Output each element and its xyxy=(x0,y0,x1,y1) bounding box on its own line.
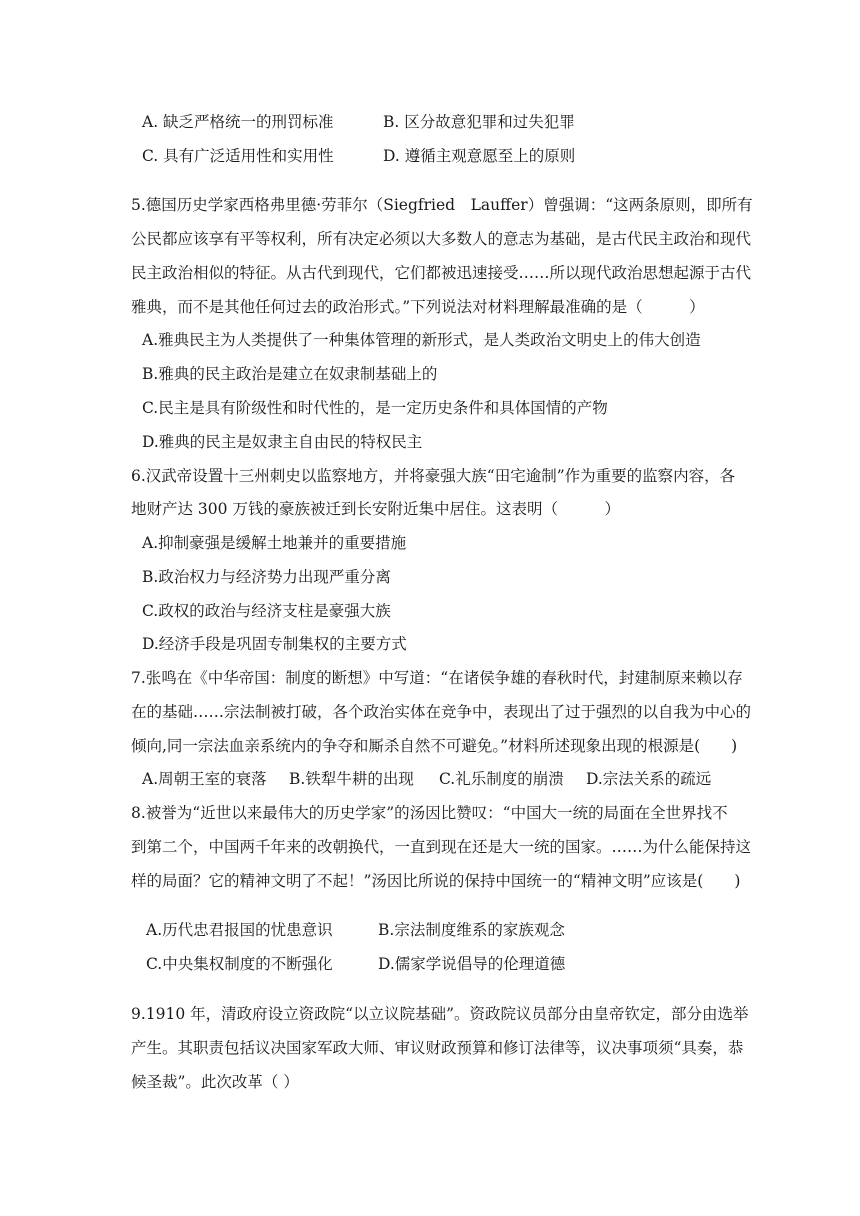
q7-stem-line-1: 7.张鸣在《中华帝国：制度的断想》中写道：“在诸侯争雄的春秋时代，封建制原来赖以存 xyxy=(131,669,743,687)
q4-option-c: C. 具有广泛适用性和实用性 xyxy=(142,147,334,165)
q7-stem-line-2: 在的基础……宗法制被打破，各个政治实体在竞争中，表现出了过于强烈的以自我为中心的 xyxy=(131,703,752,721)
q8-stem-line-1: 8.被誉为“近世以来最伟大的历史学家”的汤因比赞叹：“中国大一统的局面在全世界找不 xyxy=(131,804,728,822)
q7-option-c: C.礼乐制度的崩溃 xyxy=(439,770,564,788)
q5-option-d: D.雅典的民主是奴隶主自由民的特权民主 xyxy=(142,433,423,451)
q9-stem-line-1: 9.1910 年，清政府设立资政院“以立议院基础”。资政院议员部分由皇帝钦定，部分由选举 xyxy=(131,1005,749,1023)
q7-option-a: A.周朝王室的衰落 xyxy=(142,770,267,788)
q5-stem-line-4: 雅典，而不是其他任何过去的政治形式。”下列说法对材料理解最准确的是（ ） xyxy=(131,298,705,316)
q6-option-d: D.经济手段是巩固专制集权的主要方式 xyxy=(142,635,407,653)
q9-stem-line-3: 候圣裁”。此次改革（ ） xyxy=(131,1073,299,1091)
q8-option-a: A.历代忠君报国的忧患意识 xyxy=(146,921,333,939)
q5-option-a: A.雅典民主为人类提供了一种集体管理的新形式，是人类政治文明史上的伟大创造 xyxy=(142,331,701,349)
q7-stem-line-3: 倾向,同一宗法血亲系统内的争夺和厮杀自然不可避免。”材料所述现象出现的根源是( ) xyxy=(131,737,738,755)
q8-option-c: C.中央集权制度的不断强化 xyxy=(146,955,333,973)
q5-stem-line-3: 民主政治相似的特征。从古代到现代，它们都被迅速接受……所以现代政治思想起源于古代 xyxy=(131,264,752,282)
q7-option-d: D.宗法关系的疏远 xyxy=(586,770,712,788)
q4-option-d: D. 遵循主观意愿至上的原则 xyxy=(383,147,576,165)
q8-option-d: D.儒家学说倡导的伦理道德 xyxy=(378,955,566,973)
q8-option-b: B.宗法制度维系的家族观念 xyxy=(378,921,565,939)
q7-option-b: B.铁犁牛耕的出现 xyxy=(289,770,414,788)
q6-option-b: B.政治权力与经济势力出现严重分离 xyxy=(142,568,391,586)
q6-stem-line-1: 6.汉武帝设置十三州刺史以监察地方，并将豪强大族“田宅逾制”作为重要的监察内容，各 xyxy=(131,467,736,485)
q5-stem-line-2: 公民都应该享有平等权利，所有决定必须以大多数人的意志为基础，是古代民主政治和现代 xyxy=(131,230,752,248)
q6-stem-line-2: 地财产达 300 万钱的豪族被迁到长安附近集中居住。这表明（ ） xyxy=(131,500,620,518)
q5-stem-line-1: 5.德国历史学家西格弗里德·劳菲尔（Siegfried Lauffer）曾强调：“这两条原则，即所有 xyxy=(131,196,753,214)
q4-option-a: A. 缺乏严格统一的刑罚标准 xyxy=(142,113,334,131)
q9-stem-line-2: 产生。其职责包括议决国家军政大师、审议财政预算和修订法律等，议决事项须“具奏，恭 xyxy=(131,1039,744,1057)
q8-stem-line-2: 到第二个，中国两千年来的改朝换代，一直到现在还是大一统的国家。……为什么能保持这 xyxy=(131,838,752,856)
q6-option-a: A.抑制豪强是缓解土地兼并的重要措施 xyxy=(142,534,407,552)
q5-option-b: B.雅典的民主政治是建立在奴隶制基础上的 xyxy=(142,365,438,383)
q4-option-b: B. 区分故意犯罪和过失犯罪 xyxy=(383,113,575,131)
q6-option-c: C.政权的政治与经济支柱是豪强大族 xyxy=(142,602,391,620)
q5-option-c: C.民主是具有阶级性和时代性的，是一定历史条件和具体国情的产物 xyxy=(142,399,608,417)
q8-stem-line-3: 样的局面？它的精神文明了不起！”汤因比所说的保持中国统一的“精神文明”应该是( ) xyxy=(131,872,741,890)
